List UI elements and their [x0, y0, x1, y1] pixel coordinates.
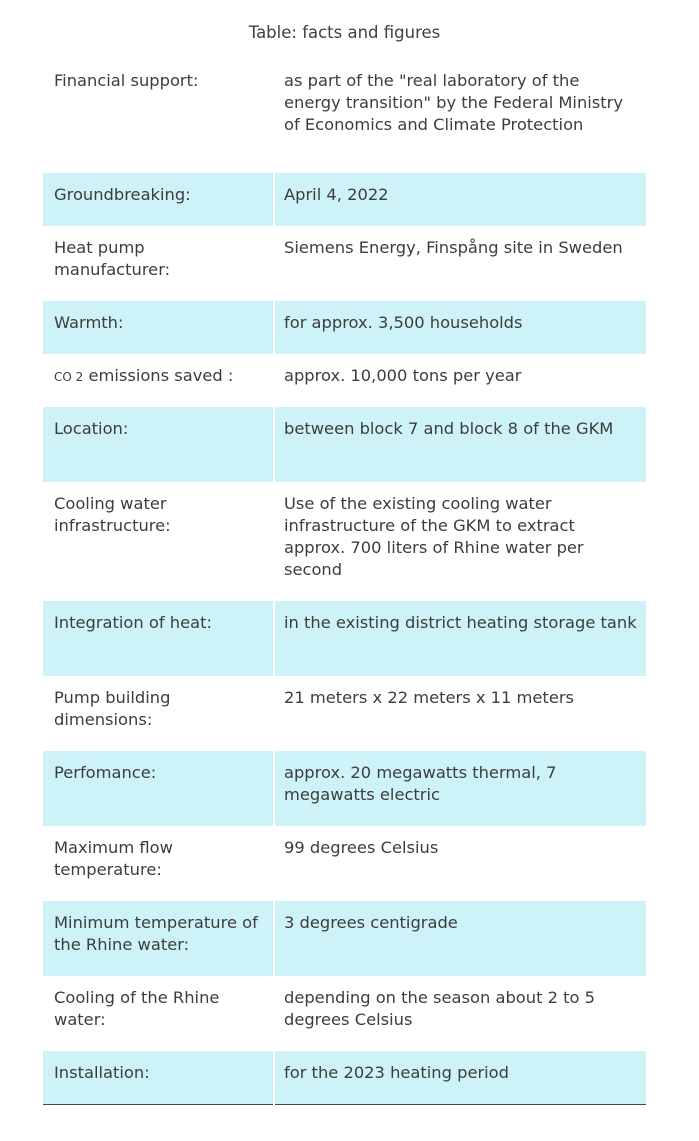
co2-prefix: CO 2 — [54, 370, 84, 384]
row-label: Perfomance: — [43, 751, 274, 826]
row-label: Minimum temperature of the Rhine water: — [43, 901, 274, 976]
row-label: Maximum flow temperature: — [43, 826, 274, 901]
table-row — [43, 301, 646, 354]
row-value: as part of the "real laboratory of the energy transition" by the Federal Ministry of Economics and Climate Protection — [274, 59, 646, 173]
table-row — [43, 173, 646, 226]
row-value: between block 7 and block 8 of the GKM — [274, 407, 646, 482]
table-caption: Table: facts and figures — [248, 23, 441, 42]
row-label: Integration of heat: — [43, 601, 274, 676]
row-value: Use of the existing cooling water infrastructure of the GKM to extract approx. 700 liters of Rhine water per second — [274, 482, 646, 601]
table-row — [43, 976, 646, 1051]
table-row — [43, 901, 646, 976]
row-value: April 4, 2022 — [274, 173, 646, 226]
row-value: approx. 10,000 tons per year — [274, 354, 646, 407]
table-row — [43, 1051, 646, 1104]
row-value: Siemens Energy, Finspång site in Sweden — [274, 226, 646, 301]
table-row — [43, 751, 646, 826]
row-value: for approx. 3,500 households — [274, 301, 646, 354]
table-row — [43, 826, 646, 901]
row-label: Heat pump manufacturer: — [43, 226, 274, 301]
row-label: Groundbreaking: — [43, 173, 274, 226]
row-label: Cooling of the Rhine water: — [43, 976, 274, 1051]
table-row — [43, 407, 646, 482]
table-row — [43, 482, 646, 601]
facts-table — [43, 59, 646, 1105]
table-row — [43, 354, 646, 407]
row-value: 99 degrees Celsius — [274, 826, 646, 901]
row-value: for the 2023 heating period — [274, 1051, 646, 1104]
row-value: 21 meters x 22 meters x 11 meters — [274, 676, 646, 751]
row-label: Pump building dimensions: — [43, 676, 274, 751]
table-row — [43, 59, 646, 173]
row-value: 3 degrees centigrade — [274, 901, 646, 976]
row-value: depending on the season about 2 to 5 degrees Celsius — [274, 976, 646, 1051]
table-row — [43, 676, 646, 751]
row-label: Location: — [43, 407, 274, 482]
table-row — [43, 601, 646, 676]
row-value: approx. 20 megawatts thermal, 7 megawatts electric — [274, 751, 646, 826]
row-value: in the existing district heating storage tank — [274, 601, 646, 676]
table-row — [43, 226, 646, 301]
row-label — [43, 354, 274, 407]
row-label: Warmth: — [43, 301, 274, 354]
row-label-text: emissions saved : — [83, 366, 234, 385]
row-label: Installation: — [43, 1051, 274, 1104]
row-label: Cooling water infrastructure: — [43, 482, 274, 601]
row-label: Financial support: — [43, 59, 274, 173]
